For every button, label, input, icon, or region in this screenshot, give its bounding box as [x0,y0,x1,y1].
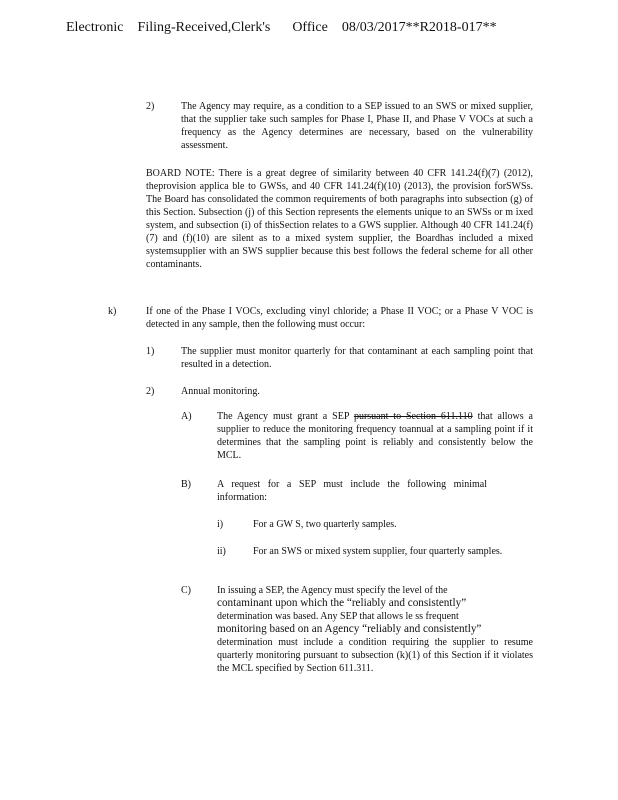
kC-line-4: monitoring based on an Agency “reliably and consistently” [217,623,482,635]
kA-number: A) [181,411,192,422]
k2-number: 2) [146,386,155,397]
kBii-number: ii) [217,546,226,557]
k1-text: The supplier must monitor quarterly for that contaminant at each sampling point that resulted in a detection. [181,346,533,370]
kC-line-3: determination was based. Any SEP that allows le ss frequent [217,611,459,622]
k1-number: 1) [146,346,155,357]
kA-text [217,410,533,462]
header-electronic: Electronic [66,20,124,35]
kBi-text: For a GW S, two quarterly samples. [253,519,397,530]
board-note: BOARD NOTE: There is a great degree of similarity between 40 CFR 141.24(f)(7) (2012), theprovision applica ble to GWSs, and 40 CFR 141.24(f)(10) (2013), the provision forSWSs. The Board has consolidated the common requirements of both paragraphs into subsection (g) of this Section. Subsection (j) of this Section represents the elements unique to an SWSs or m ixed system, and subsection (i) of thisSection relates to a GWS supplier. Although 40 CFR 141.24(f)(7) and (f)(10) are silent as to a mixed system supplier, the Boardhas included a mixed systemsupplier with an SWS supplier because this best follows the federal scheme for all other contaminants. [146,168,533,270]
kA-text-after: that allows a supplier to reduce the monitoring frequency toannual at a sampling point if it determines that the sampling point is reliably and consistently below the MCL. [217,411,533,461]
kB-text: A request for a SEP must include the following minimal information: [217,479,487,503]
kC-line-1: In issuing a SEP, the Agency must specify the level of the [217,585,448,596]
filing-header [66,20,497,36]
subsection-k-number: k) [108,306,117,317]
kBii-text: For an SWS or mixed system supplier, four quarterly samples. [253,546,503,557]
kC-number: C) [181,585,191,596]
header-filing-received: Filing-Received,Clerk's [137,20,271,35]
k2-text: Annual monitoring. [181,386,260,397]
kA-struck-text: pursuant to Section 611.110 [353,411,473,422]
kB-number: B) [181,479,191,490]
header-date-docket: 08/03/2017**R2018-017** [341,20,497,35]
kBi-number: i) [217,519,224,530]
kC-line-2: contaminant upon which the “reliably and consistently” [217,597,467,609]
item-2-text: The Agency may require, as a condition to a SEP issued to an SWS or mixed supplier, that the supplier take such samples for Phase I, Phase II, and Phase V VOCs at such a frequency as the Agency determines are necessary, based on the vulnerability assessment. [181,101,533,151]
kA-text-before: The Agency must grant a SEP [217,411,354,422]
header-office: Office [292,20,328,35]
kC-rest: determination must include a condition requiring the supplier to resume quarterly monitoring pursuant to subsection (k)(1) of this Section if it violates the MCL specified by Section 611.311. [217,637,533,674]
kC-text [217,584,533,675]
subsection-k-text: If one of the Phase I VOCs, excluding vinyl chloride; a Phase II VOC; or a Phase V VOC is detected in any sample, then the following must occur: [146,306,533,330]
item-2-number: 2) [146,101,155,112]
